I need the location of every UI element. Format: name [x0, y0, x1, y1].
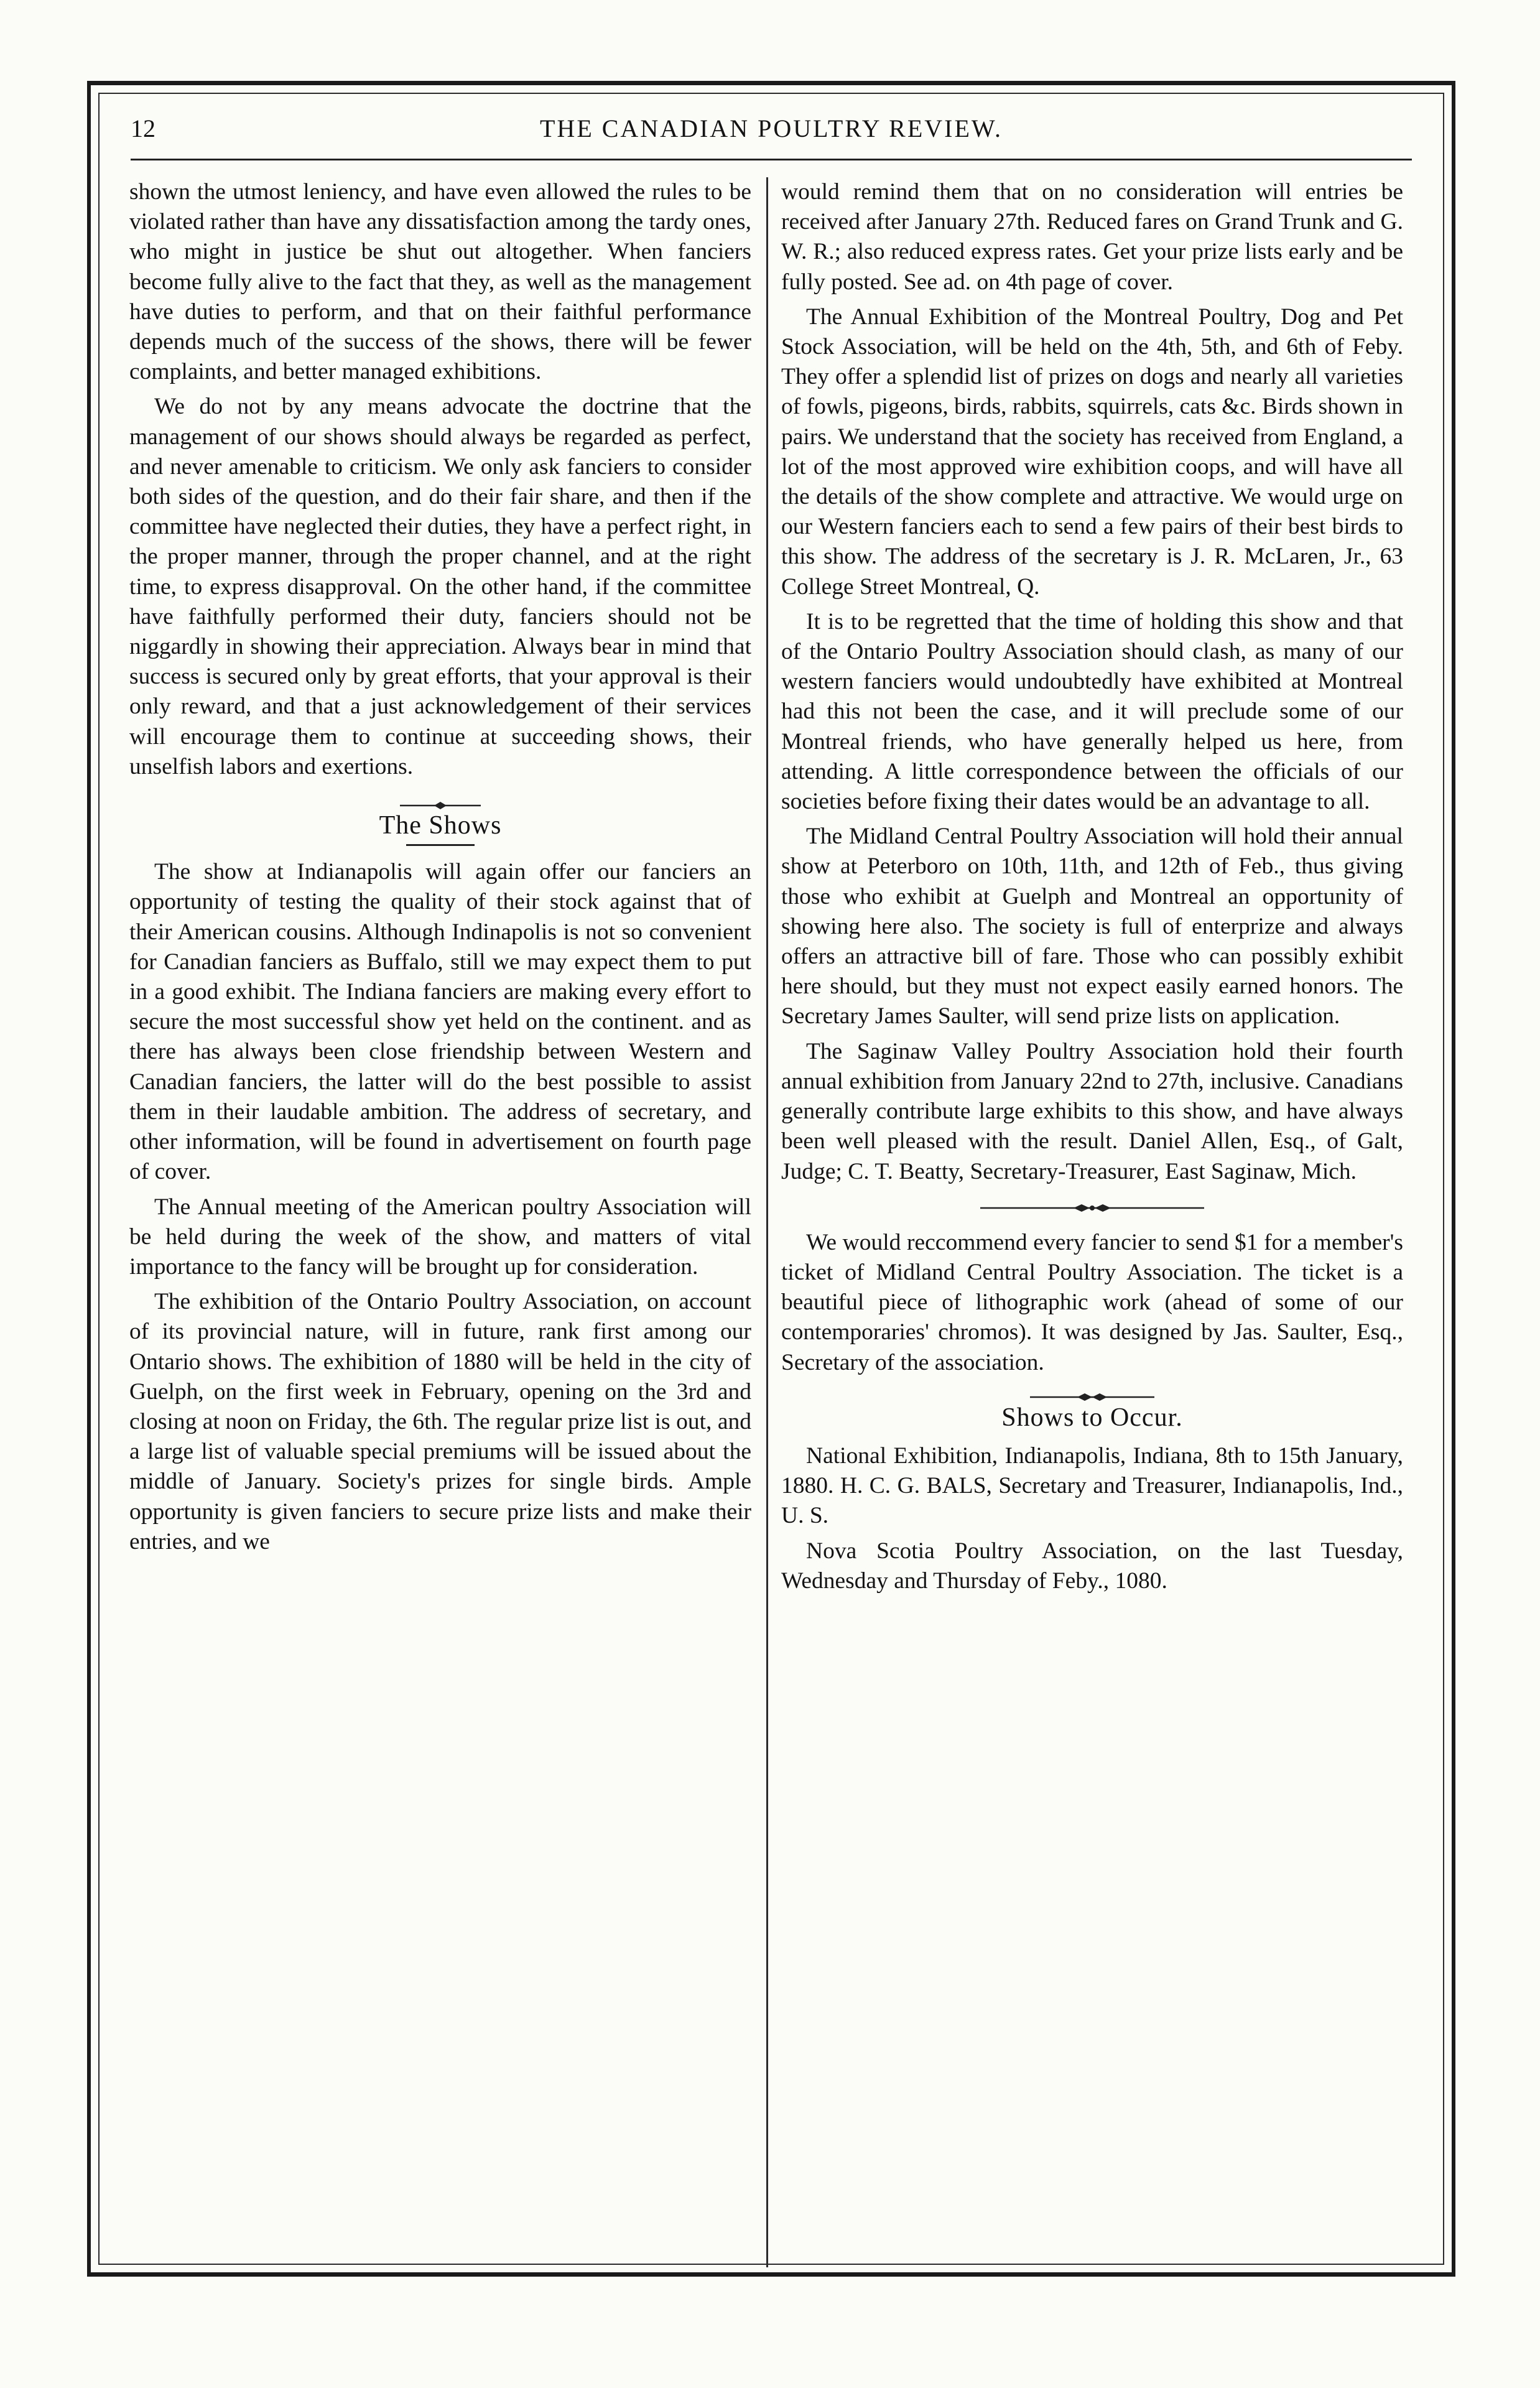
diamond-rule-ornament-icon — [400, 801, 481, 811]
paragraph: The Annual Exhibition of the Montreal Poultry, Dog and Pet Stock Association, will be held on the 4th, 5th, and 6th of Feby. They offer a splendid list of prizes on dogs and nearly all varieties of fowls, pigeons, birds, rabbits, squirrels, cats &c. Birds shown in pairs. We understand that the society has received from England, a lot of the most approved wire exhibition coops, and will have all the details of the show complete and attractive. We would urge on our Western fanciers each to send a few pairs of their best birds to this show. The address of the secretary is J. R. McLaren, Jr., 63 College Street Montreal, Q. — [781, 304, 1403, 600]
section-heading-block — [781, 1391, 1403, 1433]
paragraph: We would reccommend every fancier to send $1 for a member's ticket of Midland Central Poultry Association. The ticket is a beautiful piece of lithographic work (ahead of some of our contemporaries' chromos). It was designed by Jas. Saulter, Esq., Secretary of the association. — [781, 1229, 1403, 1375]
section-title-shows-to-occur: Shows to Occur. — [1001, 1403, 1183, 1432]
paragraph: The show at Indianapolis will again offer our fanciers an opportunity of testing the quality of their stock against that of their American cousins. Although Indinapolis is not so convenient for Canadian fanciers as Buffalo, still we may expect them to put in a good exhibit. The Indiana fanciers are making every effort to secure the most successful show yet held on the continent. and as there has always been close friendship between Western and Canadian fanciers, the latter will do the best possible to assist them in their laudable ambition. The address of secretary, and other information, will be found in advertisement on fourth page of cover. — [129, 859, 751, 1185]
header-rule — [131, 159, 1412, 160]
page-number: 12 — [131, 114, 155, 142]
left-column — [129, 177, 751, 2267]
page-header — [131, 109, 1412, 146]
section-title-the-shows: The Shows — [379, 811, 502, 840]
section-heading-block — [129, 801, 751, 846]
paragraph: We do not by any means advocate the doctrine that the management of our shows should always be regarded as perfect, and never amenable to criticism. We only ask fanciers to consider both sides of the question, and do their fair share, and then if the committee have neglected their duties, they have a perfect right, in the proper manner, through the proper channel, and at the right time, to express disapproval. On the other hand, if the committee have faithfully performed their duty, fanciers should not be niggardly in showing their appreciation. Always bear in mind that success is secured only by great efforts, that your approval is their only reward, and that a just acknowledgement of their services will encourage them to continue at succeeding shows, their unselfish labors and exertions. — [129, 394, 751, 779]
paragraph: The exhibition of the Ontario Poultry Association, on account of its provincial nature, will in future, rank first among our Ontario shows. The exhibition of 1880 will be held in the city of Guelph, on the first week in February, opening on the 3rd and closing at noon on Friday, the 6th. The regular prize list is out, and a large list of valuable special premiums will be issued about the middle of January. Society's prizes for single birds. Ample opportunity is given fanciers to secure prize lists and make their entries, and we — [129, 1289, 751, 1554]
short-rule — [406, 844, 475, 846]
paragraph: It is to be regretted that the time of holding this show and that of the Ontario Poultry Association should clash, as many of our western fanciers would undoubtedly have exhibited at Montreal had this not been the case, and it will preclude some of our Montreal friends, who have generally helped us here, from attending. A little correspondence between the officials of our societies before fixing their dates would be an advantage to all. — [781, 608, 1403, 815]
column-divider — [766, 177, 768, 2267]
journal-title: THE CANADIAN POULTRY REVIEW. — [540, 114, 1003, 142]
paragraph: National Exhibition, Indianapolis, Indiana, 8th to 15th January, 1880. H. C. G. BALS, Secretary and Treasurer, Indianapolis, Ind., U. S. — [781, 1443, 1403, 1529]
paragraph: Nova Scotia Poultry Association, on the last Tuesday, Wednesday and Thursday of Feby., 1080. — [781, 1538, 1403, 1594]
diamond-rule-ornament-icon — [1030, 1391, 1154, 1403]
paragraph: The Saginaw Valley Poultry Association hold their fourth annual exhibition from January 22nd to 27th, inclusive. Canadians generally contribute large exhibits to this show, and have always been well pleased with the result. Daniel Allen, Esq., of Galt, Judge; C. T. Beatty, Secretary-Treasurer, East Saginaw, Mich. — [781, 1038, 1403, 1184]
paragraph: The Midland Central Poultry Association will hold their annual show at Peterboro on 10th, 11th, and 12th of Feb., thus giving those who exhibit at Guelph and Montreal an opportunity of showing here also. The society is full of enterprize and always offers an attractive bill of fare. Those who can possibly exhibit here should, but they must not expect easily earned honors. The Secretary James Saulter, will send prize lists on application. — [781, 824, 1403, 1029]
paragraph: would remind them that on no consideration will entries be received after January 27th. Reduced fares on Grand Trunk and G. W. R.; also reduced express rates. Get your prize lists early and be fully posted. See ad. on 4th page of cover. — [781, 179, 1403, 295]
paragraph: The Annual meeting of the American poultry Association will be held during the week of the show, and matters of vital importance to the fancy will be brought up for consideration. — [129, 1194, 751, 1280]
right-column — [781, 177, 1403, 2267]
paragraph: shown the utmost leniency, and have even allowed the rules to be violated rather than have any dissatisfaction among the tardy ones, who might in justice be shut out altogether. When fanciers become fully alive to the fact that they, as well as the management have duties to perform, and that on their faithful performance depends much of the success of the shows, there will be fewer complaints, and better managed exhibitions. — [129, 179, 751, 385]
ornamental-rule-icon — [980, 1202, 1204, 1214]
